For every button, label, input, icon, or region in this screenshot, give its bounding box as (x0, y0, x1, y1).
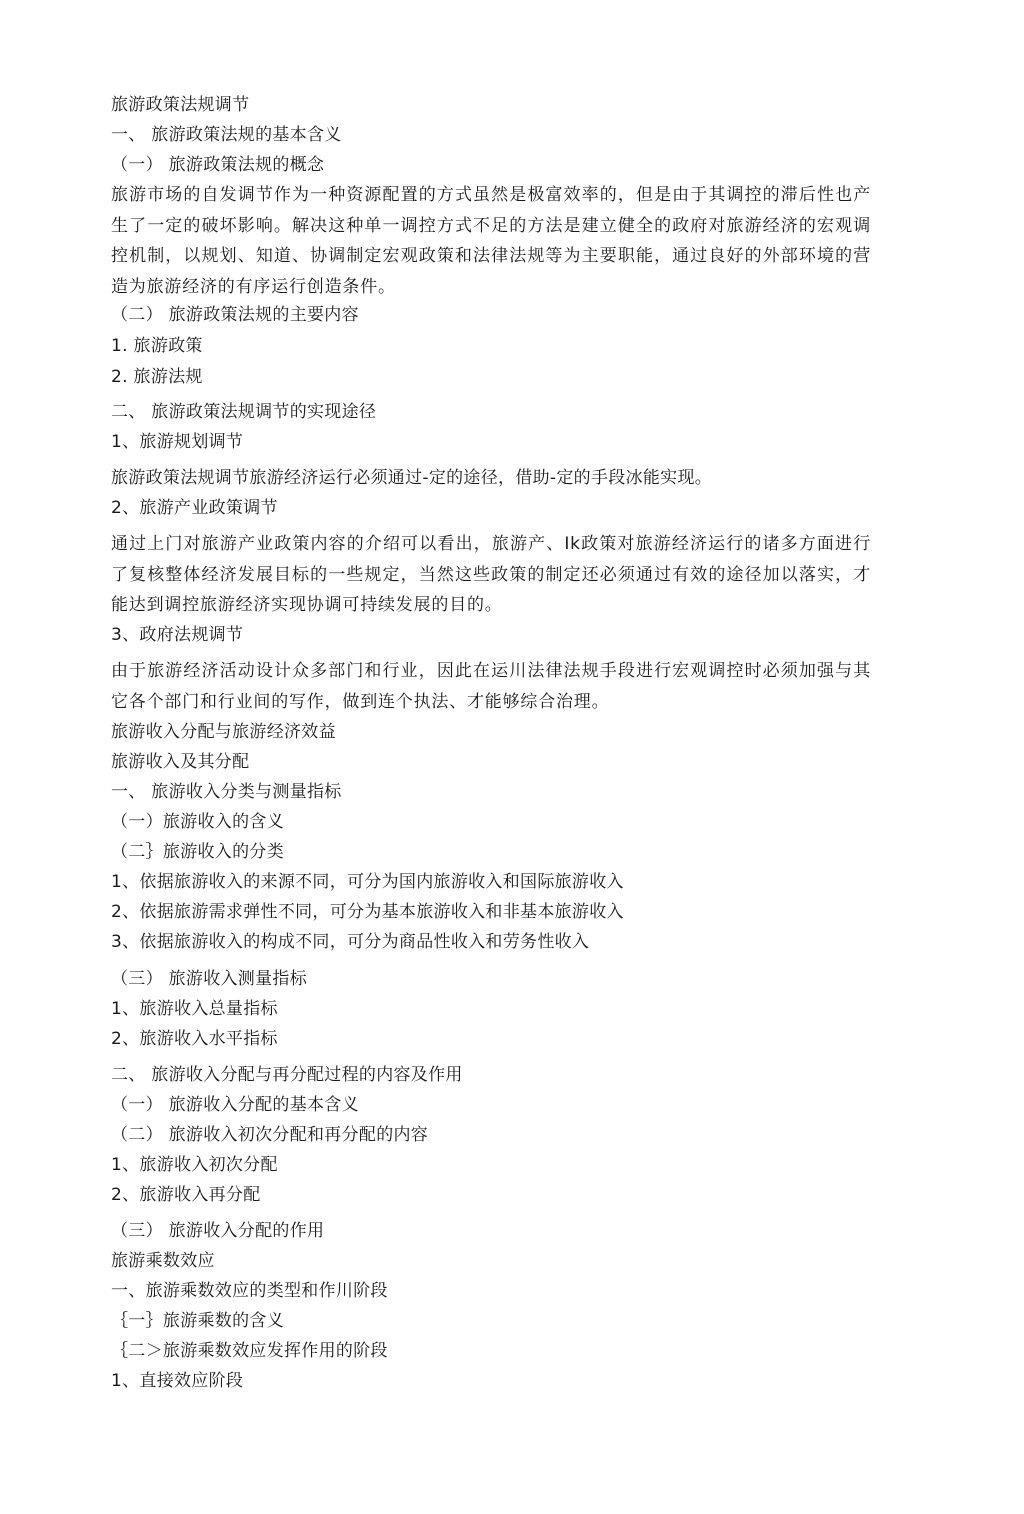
subheading: （一） 旅游收入分配的基本含义 (111, 1095, 359, 1115)
list-item: 1、依据旅游收入的来源不同，可分为国内旅游收入和国际旅游收入 (111, 872, 624, 892)
subheading: （二） 旅游收入初次分配和再分配的内容 (111, 1125, 429, 1145)
list-item: 2、依据旅游需求弹性不同，可分为基本旅游收入和非基本旅游收入 (111, 902, 624, 922)
subheading: （三） 旅游收入分配的作用 (111, 1221, 325, 1241)
subheading: （一） 旅游政策法规的概念 (111, 155, 325, 175)
heading: 二、 旅游政策法规调节的实现途径 (111, 402, 377, 422)
heading: 二、 旅游收入分配与再分配过程的内容及作用 (111, 1065, 463, 1085)
paragraph-line: 旅游政策法规调节旅游经济运行必须通过-定的途径，借助-定的手段冰能实现。 (111, 468, 713, 488)
heading: 一、 旅游政策法规的基本含义 (111, 125, 342, 145)
list-item: 1、旅游收入初次分配 (111, 1155, 278, 1175)
list-item: 1、旅游规划调节 (111, 432, 244, 452)
paragraph: 由于旅游经济活动设计众多部门和行业，因此在运川法律法规手段进行宏观调控时必须加强与其它各个部门和行业间的写作，做到连个执法、才能够综合治理。 (111, 661, 871, 712)
list-item: 3、政府法规调节 (111, 625, 244, 645)
list-item: 3、依据旅游收入的构成不同，可分为商品性收入和劳务性收入 (111, 932, 590, 952)
list-item: 1、直接效应阶段 (111, 1371, 244, 1391)
subheading: （三） 旅游收入测量指标 (111, 969, 308, 989)
section-title: 旅游收入分配与旅游经济效益 (111, 722, 336, 742)
heading: 一、 旅游收入分类与测量指标 (111, 782, 342, 802)
list-item: 1、旅游收入总量指标 (111, 999, 278, 1019)
paragraph: 通过上门对旅游产业政策内容的介绍可以看出，旅游产、Ik政策对旅游经济运行的诸多方面进行了复核整体经济发展目标的一些规定，当然这些政策的制定还必须通过有效的途径加以落实，才能达到调控旅游经济实现协调可持续发展的目的。 (111, 534, 871, 615)
section-title: 旅游乘数效应 (111, 1251, 215, 1271)
section-title: 旅游收入及其分配 (111, 752, 250, 772)
list-item: 2. 旅游法规 (111, 367, 203, 387)
list-item: 2、旅游产业政策调节 (111, 498, 278, 518)
subheading: （二｝旅游收入的分类 (111, 842, 284, 862)
heading: 一、旅游乘数效应的类型和作川阶段 (111, 1281, 388, 1301)
list-item: 2、旅游收入再分配 (111, 1185, 261, 1205)
subheading: ｛二＞旅游乘数效应发挥作用的阶段 (111, 1341, 388, 1361)
subheading: ｛一｝旅游乘数的含义 (111, 1311, 284, 1331)
subheading: （一）旅游收入的含义 (111, 812, 284, 832)
list-item: 2、旅游收入水平指标 (111, 1029, 278, 1049)
section-title: 旅游政策法规调节 (111, 95, 250, 115)
subheading: （二） 旅游政策法规的主要内容 (111, 305, 359, 325)
list-item: 1. 旅游政策 (111, 336, 203, 356)
paragraph: 旅游市场的自发调节作为一种资源配置的方式虽然是极富效率的，但是由于其调控的滞后性也产生了一定的破坏影响。解决这种单一调控方式不足的方法是建立健全的政府对旅游经济的宏观调控机制，以规划、知道、协调制定宏观政策和法律法规等为主要职能，通过良好的外部环境的营造为旅游经济的有序运行创造条件。 (111, 185, 871, 297)
